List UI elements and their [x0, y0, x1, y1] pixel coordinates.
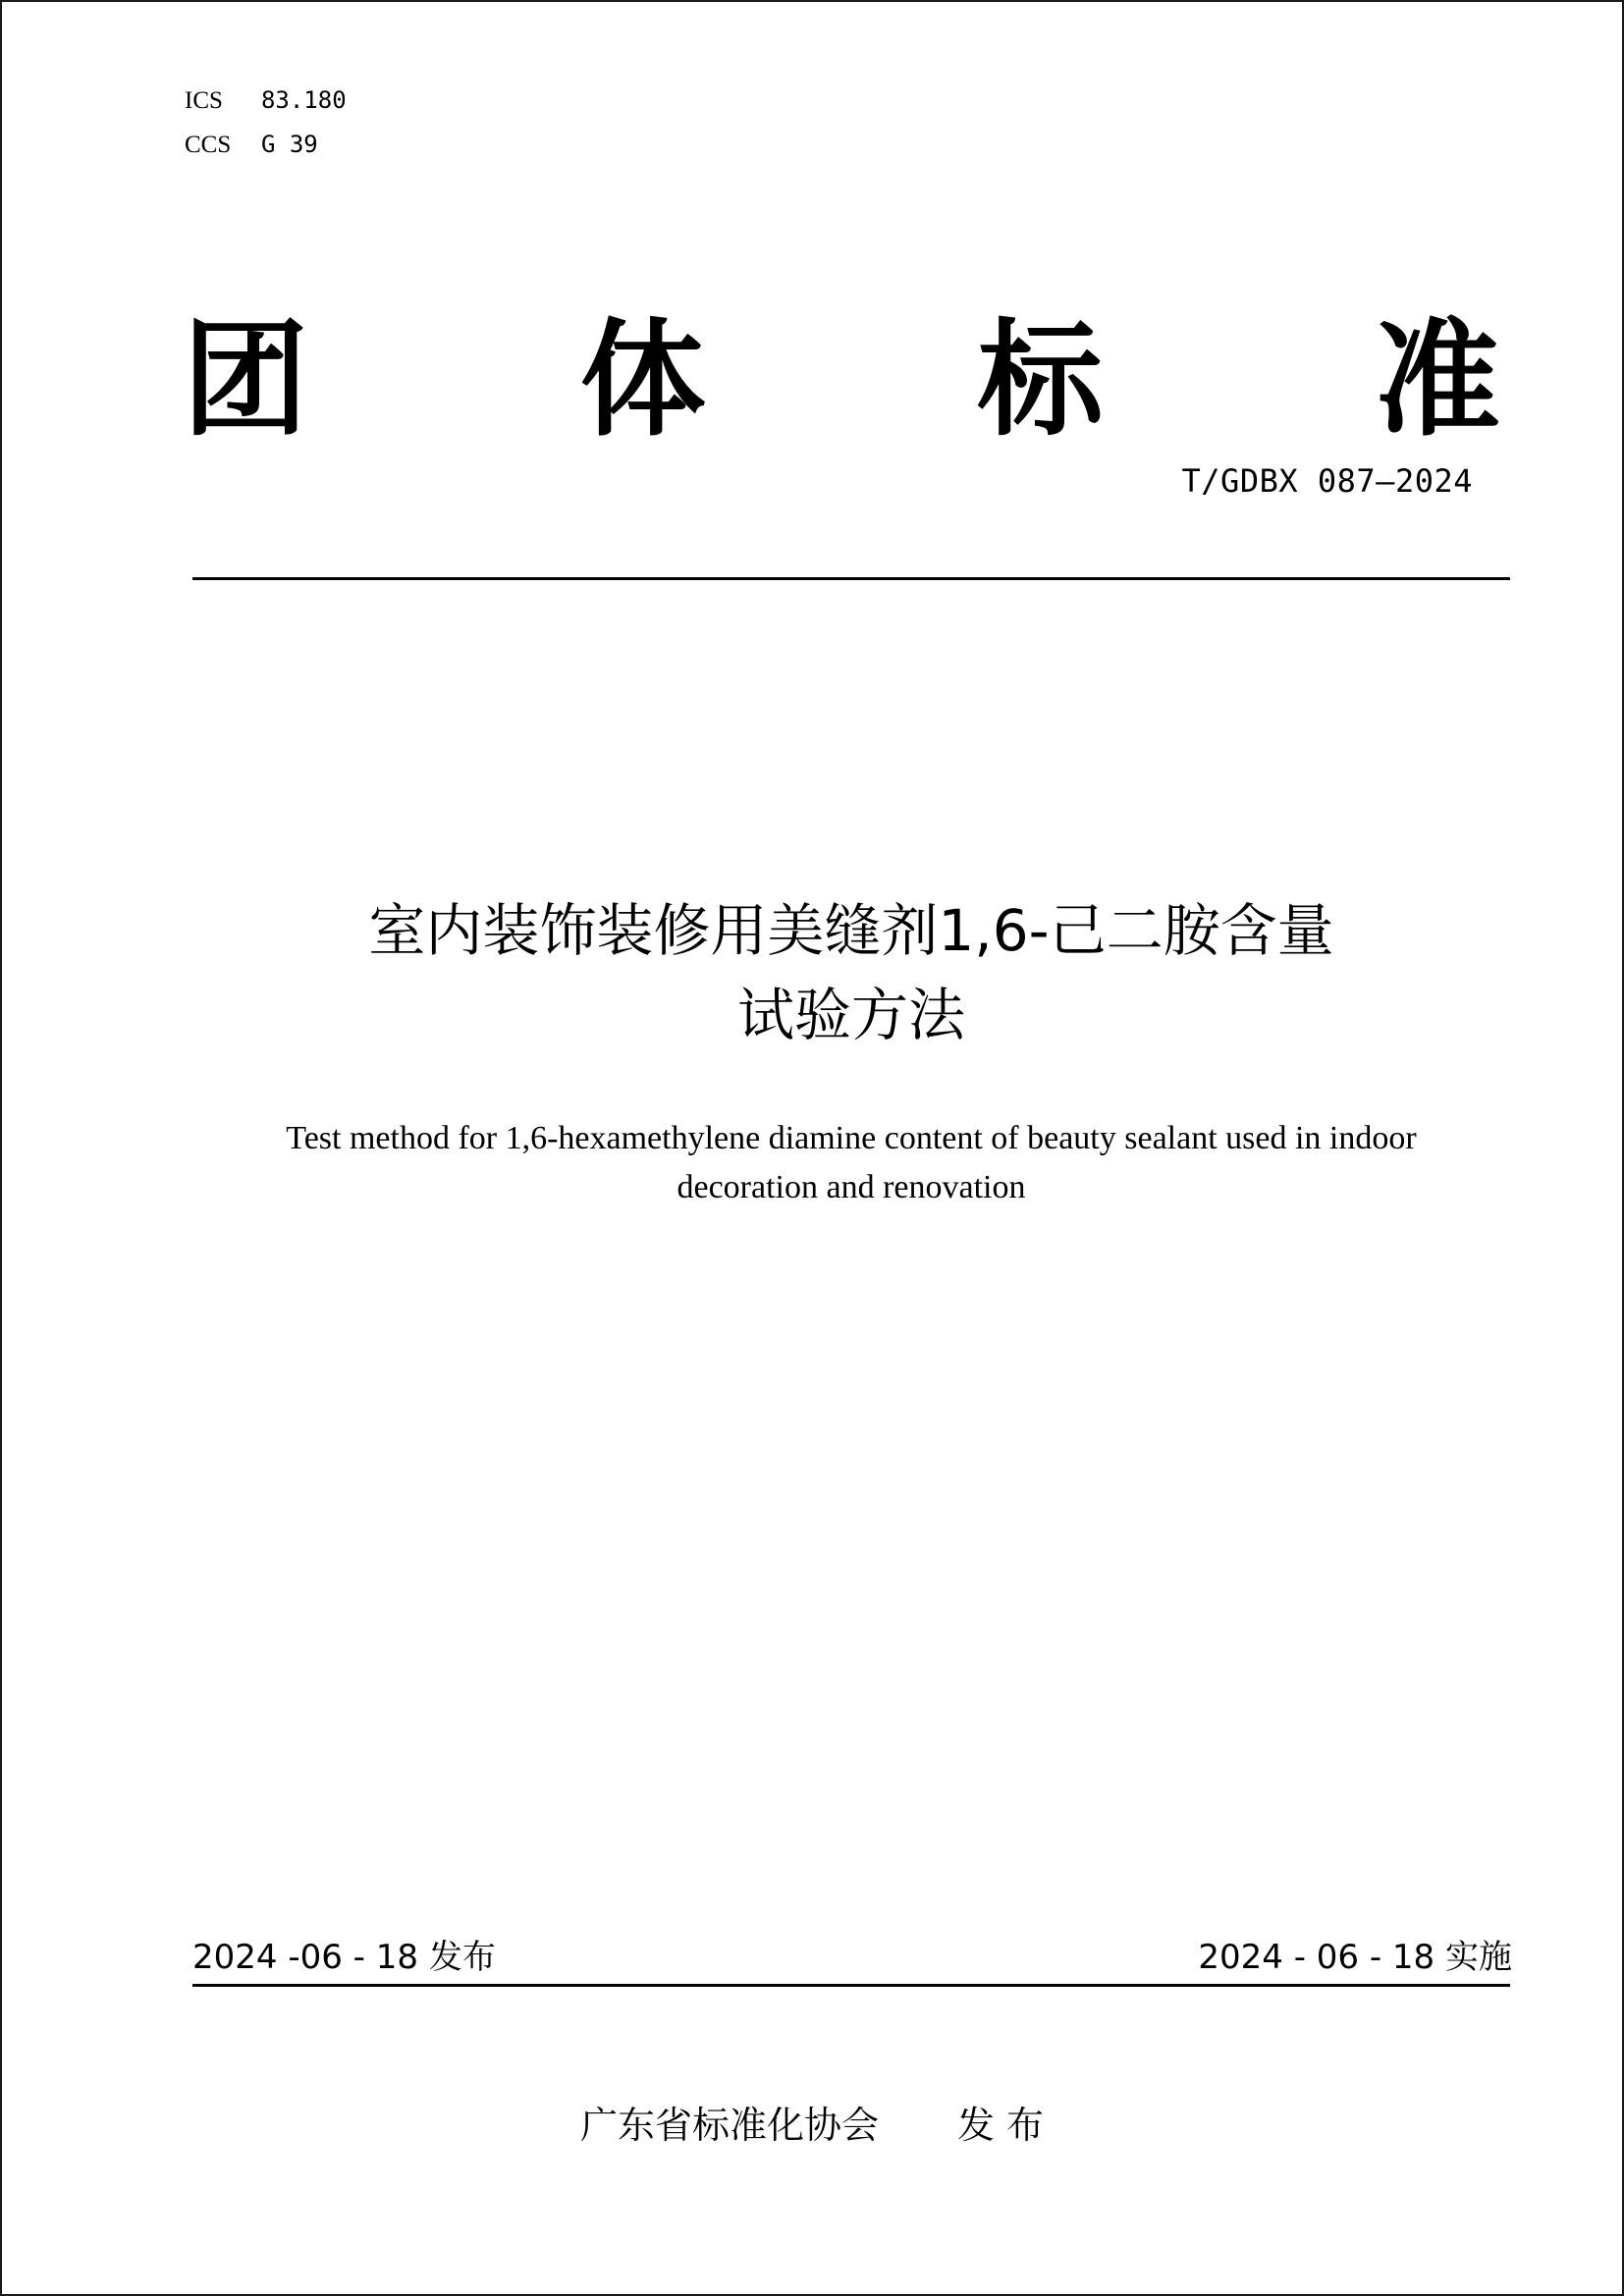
issue-date: 2024 -06 - 18 发布: [192, 1938, 496, 1977]
kind-char: 团: [183, 307, 309, 454]
ics-code: [185, 79, 347, 123]
top-divider: [192, 577, 1510, 580]
kind-char: 体: [579, 307, 706, 454]
chinese-title-line-2: 试验方法: [736, 982, 965, 1048]
chinese-title-line-1: 室内装饰装修用美缝剂1,6-己二胺含量: [368, 897, 1334, 964]
ics-value: 83.180: [260, 86, 347, 114]
publisher-action: 发 布: [956, 2104, 1045, 2147]
publisher-name: 广东省标准化协会: [579, 2104, 879, 2147]
ics-label: ICS: [185, 87, 223, 114]
english-title: [147, 1114, 1555, 1212]
kind-char: 标: [977, 307, 1104, 454]
standard-number: T/GDBX 087—2024: [1181, 462, 1473, 500]
ccs-code: [185, 123, 347, 167]
standard-kind-heading: [183, 307, 1500, 454]
publisher-line: [0, 2101, 1624, 2150]
kind-char: 准: [1374, 307, 1500, 454]
english-title-line-1: Test method for 1,6-hexamethylene diamine content of beauty sealant used in indoor: [286, 1120, 1417, 1156]
classification-codes: [185, 79, 347, 167]
ccs-value: G 39: [260, 131, 318, 158]
bottom-divider: [192, 1984, 1510, 1987]
english-title-line-2: decoration and renovation: [677, 1169, 1026, 1205]
implementation-date: 2024 - 06 - 18 实施: [1198, 1938, 1512, 1977]
ccs-label: CCS: [185, 132, 232, 158]
chinese-title: [147, 888, 1555, 1057]
